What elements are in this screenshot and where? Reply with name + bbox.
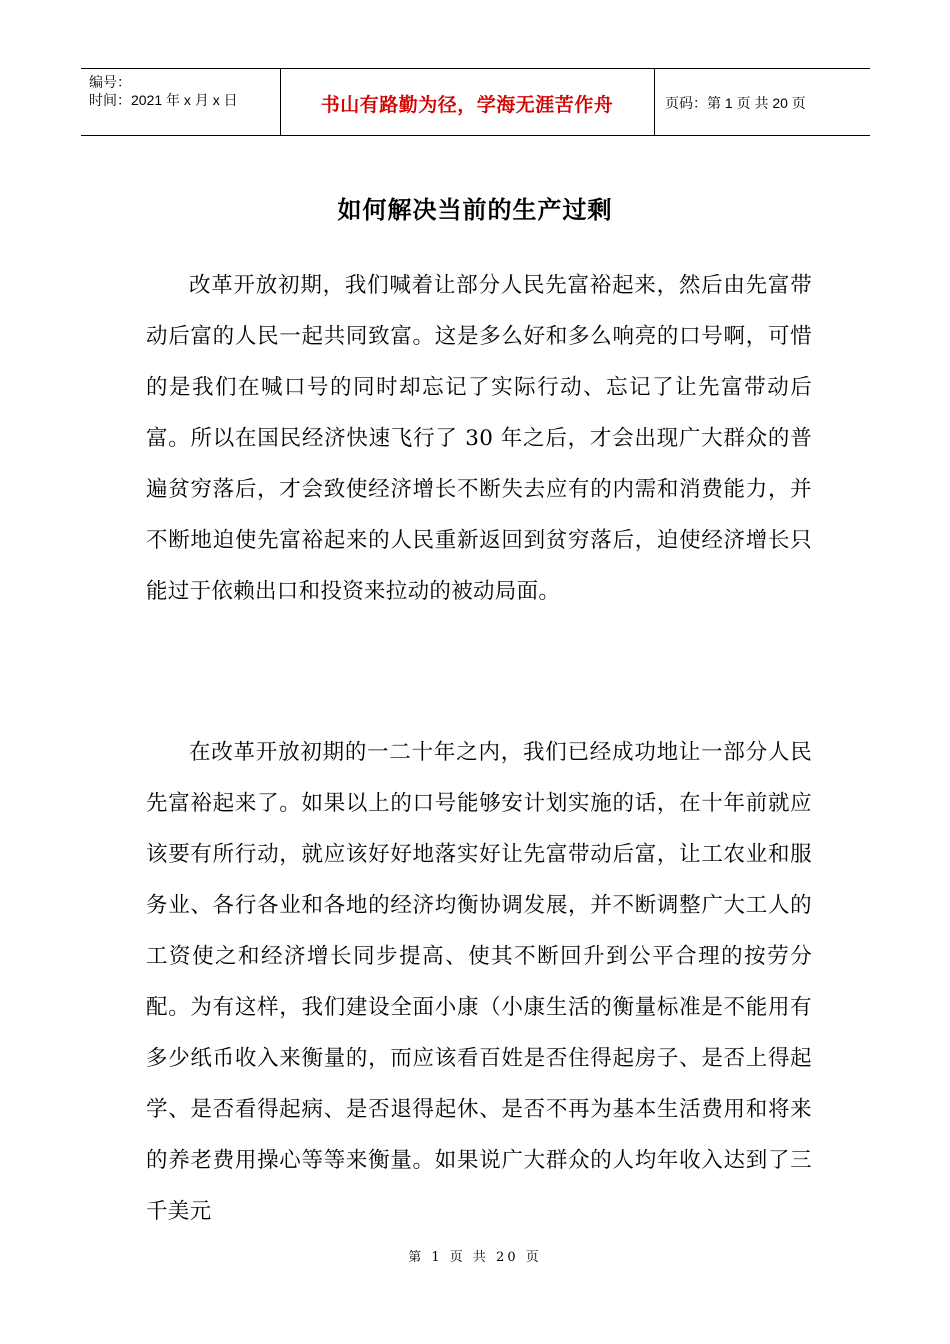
header-meta xyxy=(89,73,238,109)
header-divider xyxy=(654,69,655,135)
document-title: 如何解决当前的生产过剩 xyxy=(337,196,613,224)
date-label: 时间：2021 年 x 月 x 日 xyxy=(89,92,238,108)
number-label: 编号： xyxy=(89,74,131,90)
document-header xyxy=(81,68,870,136)
body-paragraph: 在改革开放初期的一二十年之内，我们已经成功地让一部分人民先富裕起来了。如果以上的口号能够安计划实施的话，在十年前就应该要有所行动，就应该好好地落实好让先富带动后富，让工农业和服务业、各行各业和各地的经济均衡协调发展，并不断调整广大工人的工资使之和经济增长同步提高、使其不断回升到公平合理的按劳分配。为有这样，我们建设全面小康（小康生活的衡量标准是不能用有多少纸币收入来衡量的，而应该看百姓是否住得起房子、是否上得起学、是否看得起病、是否退得起休、是否不再为基本生活费用和将来的养老费用操心等等来衡量。如果说广大群众的人均年收入达到了三千美元 xyxy=(146,740,812,1224)
header-page-info: 页码：第 1 页 共 20 页 xyxy=(665,95,806,111)
body-paragraph: 改革开放初期，我们喊着让部分人民先富裕起来，然后由先富带动后富的人民一起共同致富。这是多么好和多么响亮的口号啊，可惜的是我们在喊口号的同时却忘记了实际行动、忘记了让先富带动后富。所以在国民经济快速飞行了 30 年之后，才会出现广大群众的普遍贫穷落后，才会致使经济增长不断失去应有的内需和消费能力，并不断地迫使先富裕起来的人民重新返回到贫穷落后，迫使经济增长只能过于依赖出口和投资来拉动的被动局面。 xyxy=(146,273,812,604)
header-motto: 书山有路勤为径，学海无涯苦作舟 xyxy=(320,93,614,116)
page-footer: 第 1 页 共 20 页 xyxy=(408,1250,542,1265)
